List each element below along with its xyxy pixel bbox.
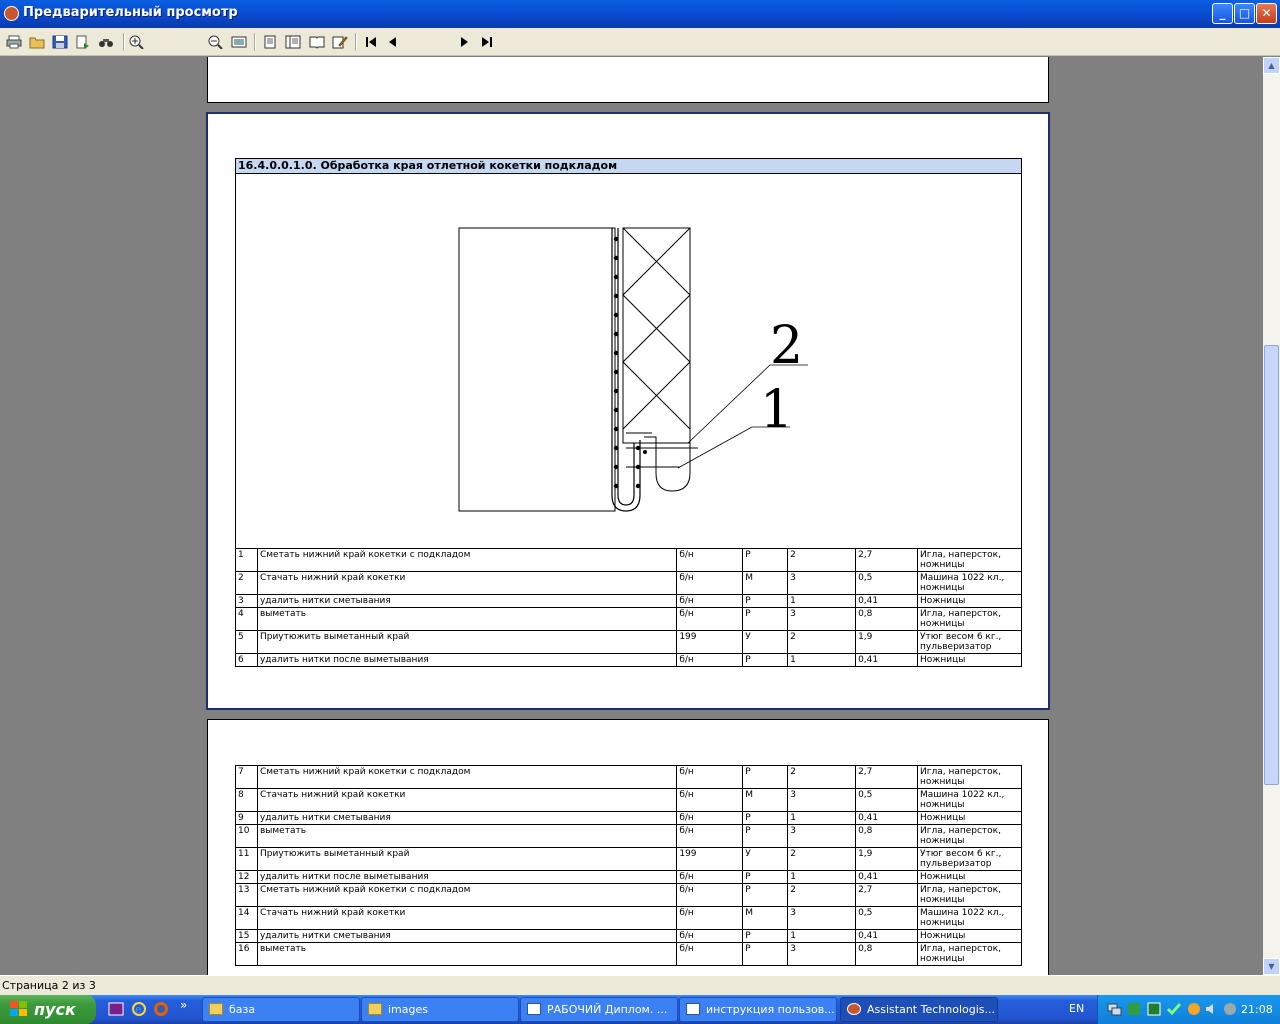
table-cell-op: Стачать нижний край кокетки — [257, 907, 676, 930]
table-cell-col4: Р — [743, 595, 788, 608]
toolbar-separator — [254, 33, 256, 51]
table-cell-col4: М — [743, 907, 788, 930]
table-cell-col4: Р — [743, 930, 788, 943]
system-tray — [1097, 995, 1280, 1024]
book-icon[interactable] — [308, 33, 326, 50]
single-page-icon[interactable] — [261, 33, 279, 50]
section-heading: 16.4.0.0.1.0. Обработка края отлетной кокетки подкладом — [235, 158, 1022, 174]
table-cell-tools: Игла, наперсток, ножницы — [918, 766, 1022, 789]
table-cell-col6: 0,41 — [856, 930, 918, 943]
table-cell-col4: Р — [743, 812, 788, 825]
minimize-button[interactable]: _ — [1212, 3, 1233, 24]
table-row — [236, 812, 1022, 825]
clock: 21:08 — [1241, 1003, 1273, 1016]
scroll-thumb[interactable] — [1264, 345, 1279, 785]
table-cell-n: 10 — [236, 825, 258, 848]
checkmark-icon[interactable] — [1166, 1001, 1182, 1017]
table-cell-col6: 1,9 — [856, 631, 918, 654]
table-cell-col5: 3 — [788, 789, 856, 812]
vertical-scrollbar[interactable] — [1263, 57, 1280, 975]
table-cell-n: 4 — [236, 608, 258, 631]
save-icon[interactable] — [51, 33, 69, 50]
table-cell-op: Приутюжить выметанный край — [257, 848, 676, 871]
task-assistant-technologist[interactable]: Assistant Technologis... — [840, 997, 998, 1022]
close-window-button[interactable]: ✕ — [1256, 3, 1277, 24]
table-cell-col4: У — [743, 631, 788, 654]
table-cell-col3: б/н — [677, 608, 743, 631]
table-cell-tools: Ножницы — [917, 595, 1021, 608]
next-page-icon[interactable] — [455, 33, 473, 50]
table-cell-col4: Р — [743, 943, 788, 966]
table-cell-n: 6 — [236, 654, 258, 667]
operations-table — [235, 548, 1022, 667]
table-cell-col5: 3 — [788, 572, 856, 595]
table-row — [236, 572, 1022, 595]
open-folder-icon[interactable] — [28, 33, 46, 50]
windows-flag-icon — [10, 1001, 28, 1017]
table-cell-n: 9 — [236, 812, 258, 825]
table-cell-n: 13 — [236, 884, 258, 907]
zoom-out-icon[interactable] — [207, 33, 225, 50]
table-cell-n: 2 — [236, 572, 258, 595]
table-cell-tools: Игла, наперсток, ножницы — [917, 549, 1021, 572]
table-cell-tools: Утюг весом 6 кг., пульверизатор — [917, 631, 1021, 654]
language-indicator[interactable]: EN — [1069, 1002, 1085, 1015]
table-cell-col5: 3 — [788, 608, 856, 631]
start-button[interactable] — [0, 995, 96, 1024]
table-cell-n: 1 — [236, 549, 258, 572]
table-cell-col3: б/н — [677, 572, 743, 595]
table-cell-tools: Машина 1022 кл., ножницы — [918, 789, 1022, 812]
table-cell-op: удалить нитки сметывания — [257, 930, 676, 943]
table-cell-col4: Р — [743, 654, 788, 667]
word-icon — [527, 1003, 541, 1015]
table-row — [236, 848, 1022, 871]
status-bar: Страница 2 из 3 — [0, 975, 1280, 995]
table-cell-col5: 2 — [788, 848, 856, 871]
table-cell-col5: 2 — [788, 631, 856, 654]
window-title: Предварительный просмотр — [23, 5, 238, 20]
edit-icon[interactable] — [331, 33, 349, 50]
scroll-down-icon[interactable]: ▼ — [1263, 958, 1280, 975]
table-cell-col4: Р — [743, 884, 788, 907]
table-cell-col4: У — [743, 848, 788, 871]
table-cell-op: Сметать нижний край кокетки с подкладом — [257, 549, 676, 572]
table-cell-col5: 3 — [788, 907, 856, 930]
lining-strip — [623, 228, 690, 443]
table-cell-col3: б/н — [677, 825, 743, 848]
table-cell-n: 3 — [236, 595, 258, 608]
table-cell-col5: 1 — [788, 812, 856, 825]
table-cell-col6: 0,8 — [856, 825, 918, 848]
table-cell-tools: Машина 1022 кл., ножницы — [918, 907, 1022, 930]
table-cell-col5: 2 — [788, 549, 856, 572]
table-cell-col3: б/н — [677, 871, 743, 884]
table-cell-n: 15 — [236, 930, 258, 943]
fit-page-icon[interactable] — [230, 33, 248, 50]
table-cell-col4: М — [743, 572, 788, 595]
tray-app-icon[interactable] — [1126, 1001, 1142, 1017]
table-cell-tools: Игла, наперсток, ножницы — [918, 884, 1022, 907]
volume-icon[interactable] — [1204, 1001, 1220, 1017]
table-cell-col3: б/н — [677, 789, 743, 812]
task-instruction[interactable]: инструкция пользов... — [679, 997, 837, 1022]
callout-2: 2 — [770, 316, 804, 376]
table-cell-col4: Р — [743, 825, 788, 848]
table-cell-col6: 2,7 — [856, 884, 918, 907]
table-cell-col4: М — [743, 789, 788, 812]
table-cell-n: 14 — [236, 907, 258, 930]
table-row — [236, 549, 1022, 572]
start-label: пуск — [34, 1000, 76, 1019]
last-page-icon[interactable] — [478, 33, 496, 50]
quicklaunch-overflow-icon[interactable]: » — [180, 998, 188, 1012]
table-cell-col5: 2 — [788, 884, 856, 907]
table-row — [236, 654, 1022, 667]
table-cell-op: удалить нитки сметывания — [257, 812, 676, 825]
table-row — [236, 595, 1022, 608]
table-cell-col4: Р — [743, 549, 788, 572]
table-cell-col3: 199 — [677, 848, 743, 871]
folder-icon — [209, 1003, 223, 1015]
table-cell-col6: 2,7 — [856, 549, 918, 572]
table-cell-op: выметать — [257, 825, 676, 848]
find-icon[interactable] — [97, 33, 115, 50]
table-row — [236, 884, 1022, 907]
export-icon[interactable] — [74, 33, 92, 50]
toolbar-separator — [355, 33, 357, 51]
table-cell-col3: б/н — [677, 907, 743, 930]
table-cell-n: 7 — [236, 766, 258, 789]
table-cell-tools: Ножницы — [917, 654, 1021, 667]
yoke-panel — [459, 228, 615, 511]
technical-drawing — [440, 215, 830, 525]
table-cell-col3: 199 — [677, 631, 743, 654]
table-cell-op: выметать — [257, 943, 676, 966]
table-row — [236, 631, 1022, 654]
table-cell-tools: Игла, наперсток, ножницы — [917, 608, 1021, 631]
table-cell-col6: 2,7 — [856, 766, 918, 789]
table-cell-col6: 0,41 — [856, 595, 918, 608]
table-cell-op: Стачать нижний край кокетки — [257, 789, 676, 812]
table-cell-col5: 2 — [788, 766, 856, 789]
table-cell-col5: 1 — [788, 595, 856, 608]
table-cell-col6: 0,5 — [856, 907, 918, 930]
table-row — [236, 907, 1022, 930]
title-bar — [0, 0, 1280, 28]
app-icon — [847, 1003, 861, 1015]
zoom-in-icon[interactable] — [128, 33, 146, 50]
table-cell-col3: б/н — [677, 654, 743, 667]
table-cell-col5: 1 — [788, 871, 856, 884]
table-cell-col6: 0,41 — [856, 871, 918, 884]
table-cell-col3: б/н — [677, 595, 743, 608]
table-cell-n: 5 — [236, 631, 258, 654]
firefox-icon[interactable] — [153, 1001, 169, 1017]
scroll-up-icon[interactable]: ▲ — [1263, 57, 1280, 74]
table-row — [236, 930, 1022, 943]
table-cell-tools: Игла, наперсток, ножницы — [918, 943, 1022, 966]
table-cell-n: 16 — [236, 943, 258, 966]
table-cell-col3: б/н — [677, 766, 743, 789]
first-page-icon[interactable] — [362, 33, 380, 50]
ie-icon[interactable] — [131, 1001, 147, 1017]
table-cell-op: удалить нитки сметывания — [257, 595, 676, 608]
table-cell-col6: 0,41 — [856, 654, 918, 667]
table-cell-col3: б/н — [677, 812, 743, 825]
table-cell-col3: б/н — [677, 930, 743, 943]
task-word-document[interactable]: РАБОЧИЙ Диплом. ... — [520, 997, 678, 1022]
maximize-button[interactable]: □ — [1234, 3, 1255, 24]
table-cell-tools: Ножницы — [918, 871, 1022, 884]
table-cell-tools: Машина 1022 кл., ножницы — [917, 572, 1021, 595]
toolbar-separator — [123, 33, 125, 51]
taskbar — [0, 995, 1280, 1024]
table-cell-col6: 0,8 — [856, 608, 918, 631]
prev-page-icon[interactable] — [384, 33, 402, 50]
table-cell-col4: Р — [743, 871, 788, 884]
table-cell-col3: б/н — [677, 943, 743, 966]
tray-app-icon[interactable] — [1222, 1001, 1238, 1017]
folder-icon — [368, 1003, 382, 1015]
table-cell-n: 12 — [236, 871, 258, 884]
table-cell-tools: Ножницы — [918, 812, 1022, 825]
toolbar — [0, 28, 1280, 56]
table-cell-op: выметать — [257, 608, 676, 631]
print-icon[interactable] — [5, 33, 23, 50]
table-cell-col3: б/н — [677, 549, 743, 572]
tray-app-icon[interactable] — [1186, 1001, 1202, 1017]
table-cell-col6: 1,9 — [856, 848, 918, 871]
table-cell-col5: 3 — [788, 943, 856, 966]
table-row — [236, 871, 1022, 884]
quicklaunch-icon[interactable] — [108, 1001, 124, 1017]
tray-app-icon[interactable] — [1146, 1001, 1162, 1017]
table-cell-n: 8 — [236, 789, 258, 812]
table-cell-op: удалить нитки после выметывания — [257, 871, 676, 884]
table-cell-tools: Игла, наперсток, ножницы — [918, 825, 1022, 848]
table-cell-tools: Утюг весом 6 кг., пульверизатор — [918, 848, 1022, 871]
table-cell-tools: Ножницы — [918, 930, 1022, 943]
table-row — [236, 789, 1022, 812]
task-images[interactable]: images — [361, 997, 519, 1022]
table-cell-op: Стачать нижний край кокетки — [257, 572, 676, 595]
table-row — [236, 608, 1022, 631]
table-cell-op: удалить нитки после выметывания — [257, 654, 676, 667]
app-icon — [4, 6, 19, 21]
table-cell-op: Приутюжить выметанный край — [257, 631, 676, 654]
network-icon[interactable] — [1106, 1001, 1122, 1017]
table-cell-col3: б/н — [677, 884, 743, 907]
operations-table-continued — [235, 765, 1022, 966]
table-cell-col6: 0,5 — [856, 789, 918, 812]
multi-page-icon[interactable] — [284, 33, 302, 50]
svg-text:e: e — [135, 1003, 142, 1016]
table-cell-col5: 1 — [788, 654, 856, 667]
callout-1: 1 — [760, 380, 794, 440]
table-cell-op: Сметать нижний край кокетки с подкладом — [257, 766, 676, 789]
table-cell-col4: Р — [743, 608, 788, 631]
table-row — [236, 766, 1022, 789]
table-cell-col5: 3 — [788, 825, 856, 848]
page-1 — [207, 57, 1049, 103]
table-cell-col6: 0,41 — [856, 812, 918, 825]
table-row — [236, 825, 1022, 848]
task-baza[interactable]: база — [202, 997, 360, 1022]
table-cell-n: 11 — [236, 848, 258, 871]
table-cell-col6: 0,5 — [856, 572, 918, 595]
table-cell-col5: 1 — [788, 930, 856, 943]
table-cell-col6: 0,8 — [856, 943, 918, 966]
table-row — [236, 943, 1022, 966]
table-cell-op: Сметать нижний край кокетки с подкладом — [257, 884, 676, 907]
word-icon — [686, 1003, 700, 1015]
table-cell-col4: Р — [743, 766, 788, 789]
